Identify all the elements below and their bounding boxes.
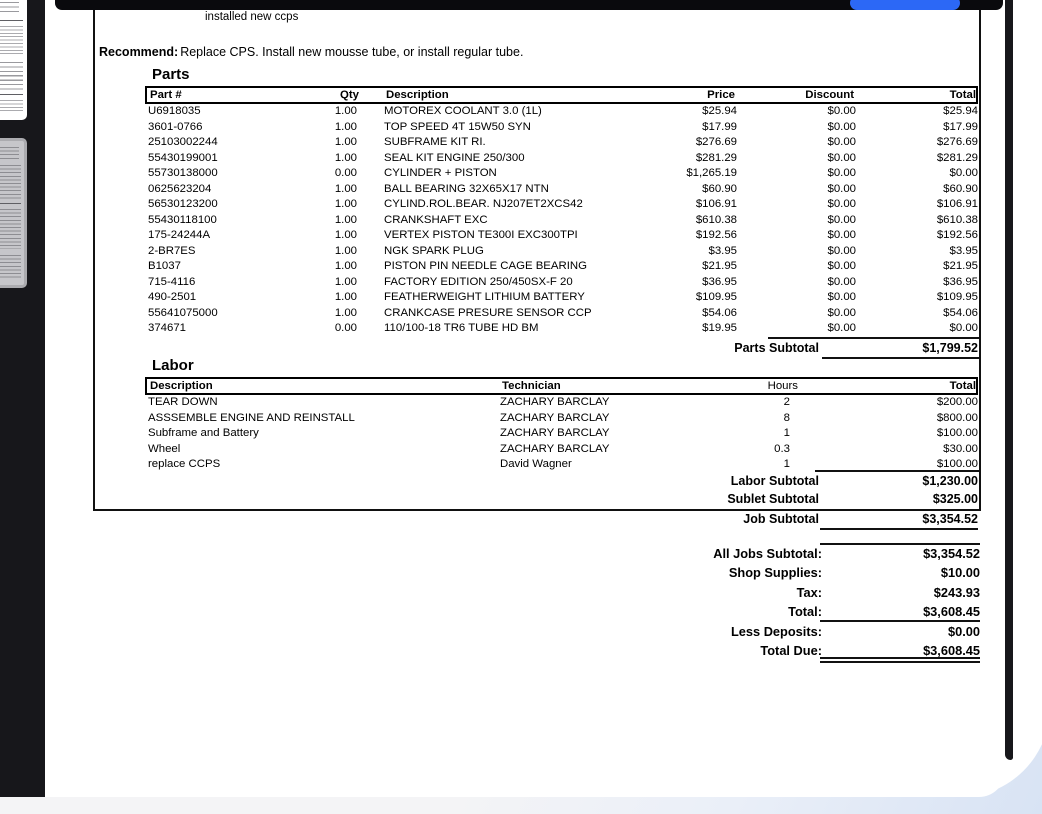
cell: 1.00 — [334, 275, 357, 288]
rule-below-job-subtotal — [820, 528, 978, 530]
rule-above-parts-subtotal — [768, 337, 981, 339]
cell: David Wagner — [500, 458, 572, 470]
parts-subtotal-row — [145, 341, 978, 355]
labor-table-row — [145, 395, 978, 411]
parts-table-header — [145, 86, 978, 104]
summary-value: $243.93 — [933, 584, 980, 600]
cell: $0.00 — [949, 322, 978, 334]
cell: 3601-0766 — [148, 120, 203, 133]
cell: MOTOREX COOLANT 3.0 (1L) — [384, 105, 542, 117]
cell: $36.95 — [943, 275, 978, 288]
note-fragment: installed new ccps — [205, 11, 299, 23]
cell: $36.95 — [702, 275, 737, 288]
cell: 1.00 — [334, 120, 357, 133]
sublet-subtotal-value: $325.00 — [932, 492, 978, 506]
summary-value: $10.00 — [940, 565, 980, 581]
summary-row — [145, 585, 980, 600]
cell: $19.95 — [702, 322, 737, 334]
cell: 1.00 — [334, 306, 357, 319]
cell: 2 — [783, 396, 790, 408]
cell: $0.00 — [827, 229, 856, 241]
cell: VERTEX PISTON TE300I EXC300TPI — [384, 229, 578, 241]
cell: 1.00 — [334, 260, 357, 272]
column-header: Technician — [502, 380, 561, 392]
cell: $276.69 — [695, 136, 737, 148]
cell: $200.00 — [936, 396, 978, 408]
recommend-label: Recommend: — [99, 45, 179, 59]
cell: 1.00 — [334, 291, 357, 303]
parts-table-row — [145, 321, 978, 337]
summary-label: Shop Supplies: — [728, 565, 822, 581]
cell: $800.00 — [936, 411, 978, 424]
parts-table-row — [145, 135, 978, 151]
parts-table-row — [145, 182, 978, 198]
labor-table-row — [145, 442, 978, 458]
summary-row — [145, 643, 980, 658]
cell: 0.00 — [334, 167, 357, 179]
cell: $192.56 — [936, 229, 978, 241]
cell: $109.95 — [695, 291, 737, 303]
cell: B1037 — [148, 260, 181, 272]
summary-label: All Jobs Subtotal: — [713, 546, 822, 561]
cell: 25103002244 — [148, 136, 218, 148]
labor-subtotal-value: $1,230.00 — [922, 474, 978, 488]
parts-subtotal-label: Parts Subtotal — [734, 341, 819, 355]
cell: 110/100-18 TR6 TUBE HD BM — [384, 322, 539, 334]
column-header: Qty — [340, 89, 359, 101]
cell: $109.95 — [936, 291, 978, 303]
parts-table-row — [145, 306, 978, 322]
cell: NGK SPARK PLUG — [384, 244, 484, 257]
cell: $0.00 — [827, 120, 856, 133]
cell: Subframe and Battery — [148, 427, 259, 439]
cell: 8 — [783, 411, 790, 424]
cell: $17.99 — [702, 120, 737, 133]
cell: ASSSEMBLE ENGINE AND REINSTALL — [148, 411, 355, 424]
sublet-subtotal-row — [145, 492, 978, 506]
cell: $21.95 — [943, 260, 978, 272]
cell: 1.00 — [334, 151, 357, 164]
parts-table-row — [145, 166, 978, 182]
cell: $100.00 — [936, 427, 978, 439]
cell: 715-4116 — [148, 275, 196, 288]
cell: ZACHARY BARCLAY — [500, 396, 610, 408]
cell: $0.00 — [827, 151, 856, 164]
column-header: Description — [386, 89, 449, 101]
cell: $1,265.19 — [686, 167, 737, 179]
column-header: Part # — [150, 89, 182, 101]
cell: FACTORY EDITION 250/450SX-F 20 — [384, 275, 573, 288]
cell: 490-2501 — [148, 291, 197, 303]
labor-subtotal-label: Labor Subtotal — [730, 474, 819, 488]
column-header: Hours — [767, 380, 798, 392]
parts-heading: Parts — [152, 66, 190, 83]
cell: $54.06 — [702, 306, 737, 319]
cell: TEAR DOWN — [148, 396, 218, 408]
cell: $281.29 — [695, 151, 737, 164]
column-header: Total — [949, 380, 976, 392]
cell: $0.00 — [827, 306, 856, 319]
parts-table-row — [145, 275, 978, 291]
cell: 1.00 — [334, 244, 357, 257]
cell: $610.38 — [695, 213, 737, 226]
cell: $25.94 — [702, 105, 737, 117]
job-subtotal-label: Job Subtotal — [743, 512, 819, 526]
labor-table-body — [145, 395, 978, 473]
cell: $100.00 — [936, 458, 978, 470]
cell: SEAL KIT ENGINE 250/300 — [384, 151, 525, 164]
cell: $17.99 — [943, 120, 978, 133]
cell: $54.06 — [943, 306, 978, 319]
cell: 0.00 — [334, 322, 357, 334]
cell: ZACHARY BARCLAY — [500, 411, 610, 424]
cell: $0.00 — [827, 167, 856, 179]
cell: $0.00 — [827, 182, 856, 195]
cell: $0.00 — [827, 260, 856, 272]
cell: ZACHARY BARCLAY — [500, 442, 610, 455]
labor-table-row — [145, 426, 978, 442]
cell: CRANKCASE PRESURE SENSOR CCP — [384, 306, 592, 319]
labor-table-row — [145, 411, 978, 427]
cell: $276.69 — [936, 136, 978, 148]
labor-table-header — [145, 377, 978, 395]
cell: 0.3 — [774, 442, 790, 455]
parts-table-row — [145, 197, 978, 213]
summary-value: $0.00 — [947, 623, 980, 639]
cell: 374671 — [148, 322, 187, 334]
cell: SUBFRAME KIT RI. — [384, 136, 486, 148]
summary-label: Total Due: — [760, 643, 822, 658]
parts-table-row — [145, 244, 978, 260]
cell: $0.00 — [827, 105, 856, 117]
cell: ZACHARY BARCLAY — [500, 427, 610, 439]
cell: $0.00 — [827, 213, 856, 226]
cell: U6918035 — [148, 105, 201, 117]
column-header: Price — [707, 89, 735, 101]
cell: 175-24244A — [148, 229, 211, 241]
summary-row — [145, 624, 980, 639]
cell: $25.94 — [943, 105, 978, 117]
cell: 56530123200 — [148, 198, 218, 210]
cell: TOP SPEED 4T 15W50 SYN — [384, 120, 531, 133]
cell: 1.00 — [334, 213, 357, 226]
cell: $281.29 — [936, 151, 978, 164]
parts-table — [145, 86, 978, 337]
column-header: Discount — [805, 89, 854, 101]
cell: $0.00 — [949, 167, 978, 179]
cell: 1.00 — [334, 136, 357, 148]
cell: $0.00 — [827, 291, 856, 303]
summary-row — [145, 565, 980, 580]
parts-table-row — [145, 228, 978, 244]
cell: $60.90 — [943, 182, 978, 195]
summary-value: $3,354.52 — [923, 546, 980, 561]
cell: PISTON PIN NEEDLE CAGE BEARING — [384, 260, 587, 272]
summary-row — [145, 546, 980, 561]
labor-subtotal-row — [145, 474, 978, 488]
rule-below-parts-subtotal — [822, 357, 981, 359]
parts-table-body — [145, 104, 978, 337]
rule-below-total — [820, 620, 980, 622]
column-header: Total — [949, 89, 976, 101]
cell: $3.95 — [708, 244, 737, 257]
rule-double-2 — [820, 661, 980, 663]
recommend-text: Replace CPS. Install new mousse tube, or install regular tube. — [180, 45, 524, 59]
cell: $60.90 — [702, 182, 737, 195]
cell: replace CCPS — [148, 458, 221, 470]
cell: $3.95 — [949, 244, 978, 257]
sublet-subtotal-label: Sublet Subtotal — [727, 492, 819, 506]
cell: FEATHERWEIGHT LITHIUM BATTERY — [384, 291, 585, 303]
cell: 1 — [783, 458, 790, 470]
viewer-toolbar — [55, 0, 1003, 10]
summary-label: Tax: — [796, 584, 822, 600]
cell: 55730138000 — [148, 167, 218, 179]
cell: 55430199001 — [148, 151, 218, 164]
cell: 1.00 — [334, 182, 357, 195]
cell: $192.56 — [695, 229, 737, 241]
cell: 1.00 — [334, 105, 357, 117]
cell: $0.00 — [827, 322, 856, 334]
cell: Wheel — [148, 442, 181, 455]
cell: $610.38 — [936, 213, 978, 226]
cell: CRANKSHAFT EXC — [384, 213, 488, 226]
cell: 55430118100 — [148, 213, 217, 226]
cell: 1.00 — [334, 229, 357, 241]
parts-table-row — [145, 213, 978, 229]
summary-label: Less Deposits: — [730, 623, 822, 639]
toolbar-primary-button[interactable] — [850, 0, 960, 10]
labor-table — [145, 377, 978, 473]
summary-value: $3,608.45 — [923, 604, 980, 620]
summary-row — [145, 604, 980, 619]
labor-heading: Labor — [152, 357, 194, 374]
rule-above-summary — [820, 543, 980, 545]
summary-value: $3,608.45 — [923, 643, 980, 658]
cell: CYLINDER + PISTON — [384, 167, 497, 179]
cell: 0625623204 — [148, 182, 212, 195]
cell: $0.00 — [827, 198, 856, 210]
parts-table-row — [145, 120, 978, 136]
cell: $21.95 — [702, 260, 737, 272]
job-subtotal-row — [145, 512, 978, 526]
cell: $0.00 — [827, 275, 856, 288]
parts-table-row — [145, 259, 978, 275]
cell: $0.00 — [827, 136, 856, 148]
cell: 1 — [783, 427, 790, 439]
rule-above-labor-subtotal — [815, 470, 981, 472]
summary-label: Total: — [788, 604, 822, 620]
cell: CYLIND.ROL.BEAR. NJ207ET2XCS42 — [384, 198, 583, 210]
parts-table-row — [145, 104, 978, 120]
parts-table-row — [145, 290, 978, 306]
cell: $30.00 — [943, 442, 978, 455]
cell: 55641075000 — [148, 306, 218, 319]
cell: $0.00 — [827, 244, 856, 257]
parts-subtotal-value: $1,799.52 — [922, 341, 978, 355]
cell: $106.91 — [695, 198, 737, 210]
job-subtotal-value: $3,354.52 — [922, 512, 978, 526]
cell: BALL BEARING 32X65X17 NTN — [384, 182, 549, 195]
cell: 1.00 — [334, 198, 357, 210]
cell: $106.91 — [936, 198, 978, 210]
cell: 2-BR7ES — [148, 244, 196, 257]
column-header: Description — [150, 380, 213, 392]
parts-table-row — [145, 151, 978, 167]
